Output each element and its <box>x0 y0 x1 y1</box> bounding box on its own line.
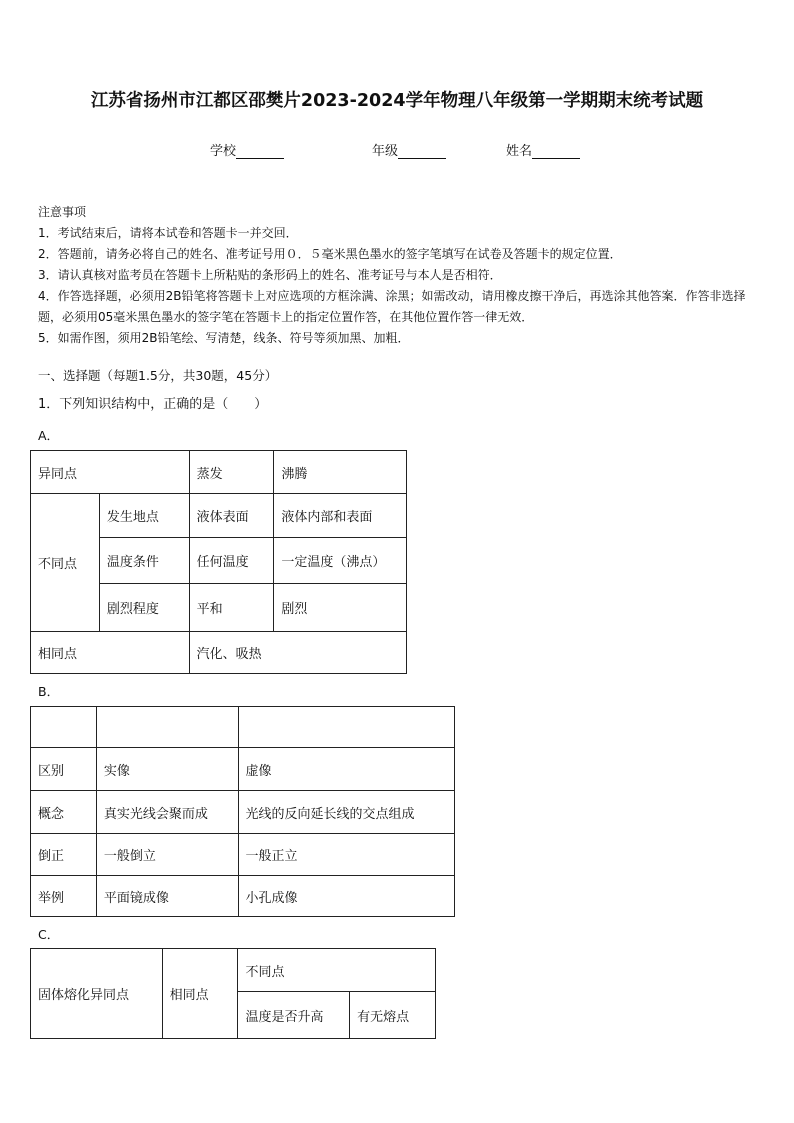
table-row <box>31 876 455 917</box>
table-row <box>31 451 407 494</box>
table-cell: 一般倒立 <box>96 834 238 876</box>
table-row <box>31 707 455 748</box>
table-row <box>31 494 407 538</box>
table-cell: 任何温度 <box>189 538 274 584</box>
table-cell: 温度是否升高 <box>238 992 350 1039</box>
table-cell: 举例 <box>31 876 97 917</box>
table-a <box>30 450 407 674</box>
table-cell: 不同点 <box>238 949 436 992</box>
table-cell: 液体表面 <box>189 494 274 538</box>
table-cell: 一般正立 <box>238 834 454 876</box>
question-1: 1．下列知识结构中，正确的是（ ） <box>38 397 268 412</box>
table-cell <box>31 707 97 748</box>
table-cell: 区别 <box>31 748 97 791</box>
table-cell: 有无熔点 <box>350 992 436 1039</box>
table-cell: 平面镜成像 <box>96 876 238 917</box>
name-label: 姓名 <box>506 144 533 159</box>
grade-field <box>372 140 446 159</box>
note-item: 4．作答选择题，必须用2B铅笔将答题卡上对应选项的方框涂满、涂黑；如需改动，请用橡皮擦干净后，再选涂其他答案．作答非选择题，必须用05毫米黑色墨水的签字笔在答题卡上的指定位置作答，在其他位置作答一律无效． <box>38 289 746 324</box>
table-cell: 概念 <box>31 791 97 834</box>
table-b <box>30 706 455 917</box>
school-blank[interactable] <box>236 146 284 159</box>
table-cell: 一定温度（沸点） <box>274 538 407 584</box>
note-item: 3．请认真核对监考员在答题卡上所粘贴的条形码上的姓名、准考证号与本人是否相符． <box>38 268 502 282</box>
school-label: 学校 <box>210 144 237 159</box>
table-cell: 液体内部和表面 <box>274 494 407 538</box>
grade-label: 年级 <box>372 144 399 159</box>
table-cell: 虚像 <box>238 748 454 791</box>
table-cell: 沸腾 <box>274 451 407 494</box>
table-cell: 剧烈 <box>274 584 407 632</box>
option-c-label[interactable]: C． <box>38 927 60 942</box>
notes-heading: 注意事项 <box>38 205 87 219</box>
table-cell: 相同点 <box>31 632 190 674</box>
table-row <box>31 949 436 992</box>
table-cell: 实像 <box>96 748 238 791</box>
school-field <box>210 140 284 159</box>
table-cell: 剧烈程度 <box>99 584 189 632</box>
exam-title: 江苏省扬州市江都区邵樊片2023-2024学年物理八年级第一学期期末统考试题 <box>90 91 704 111</box>
option-b-label[interactable]: B． <box>38 684 60 699</box>
section-heading: 一、选择题（每题1.5分，共30题，45分） <box>38 368 278 383</box>
table-cell: 固体熔化异同点 <box>31 949 163 1039</box>
note-item: 1．考试结束后，请将本试卷和答题卡一并交回． <box>38 226 298 240</box>
table-cell: 真实光线会聚而成 <box>96 791 238 834</box>
name-blank[interactable] <box>532 146 580 159</box>
table-cell <box>96 707 238 748</box>
table-cell: 不同点 <box>31 494 100 632</box>
table-cell: 平和 <box>189 584 274 632</box>
table-cell: 小孔成像 <box>238 876 454 917</box>
table-cell: 相同点 <box>162 949 238 1039</box>
table-cell: 光线的反向延长线的交点组成 <box>238 791 454 834</box>
table-cell: 汽化、吸热 <box>189 632 406 674</box>
table-cell: 发生地点 <box>99 494 189 538</box>
note-item: 2．答题前，请务必将自己的姓名、准考证号用０．５毫米黑色墨水的签字笔填写在试卷及答题卡的规定位置． <box>38 247 622 261</box>
table-cell: 倒正 <box>31 834 97 876</box>
table-row <box>31 834 455 876</box>
table-cell: 蒸发 <box>189 451 274 494</box>
option-a-label[interactable]: A． <box>38 428 60 443</box>
table-cell <box>238 707 454 748</box>
table-cell: 异同点 <box>31 451 190 494</box>
table-cell: 温度条件 <box>99 538 189 584</box>
notes-block <box>38 202 760 349</box>
table-row <box>31 632 407 674</box>
table-row <box>31 791 455 834</box>
table-row <box>31 748 455 791</box>
note-item: 5．如需作图，须用2B铅笔绘、写清楚，线条、符号等须加黑、加粗． <box>38 331 410 345</box>
name-field <box>506 140 580 159</box>
grade-blank[interactable] <box>398 146 446 159</box>
table-c <box>30 948 436 1039</box>
